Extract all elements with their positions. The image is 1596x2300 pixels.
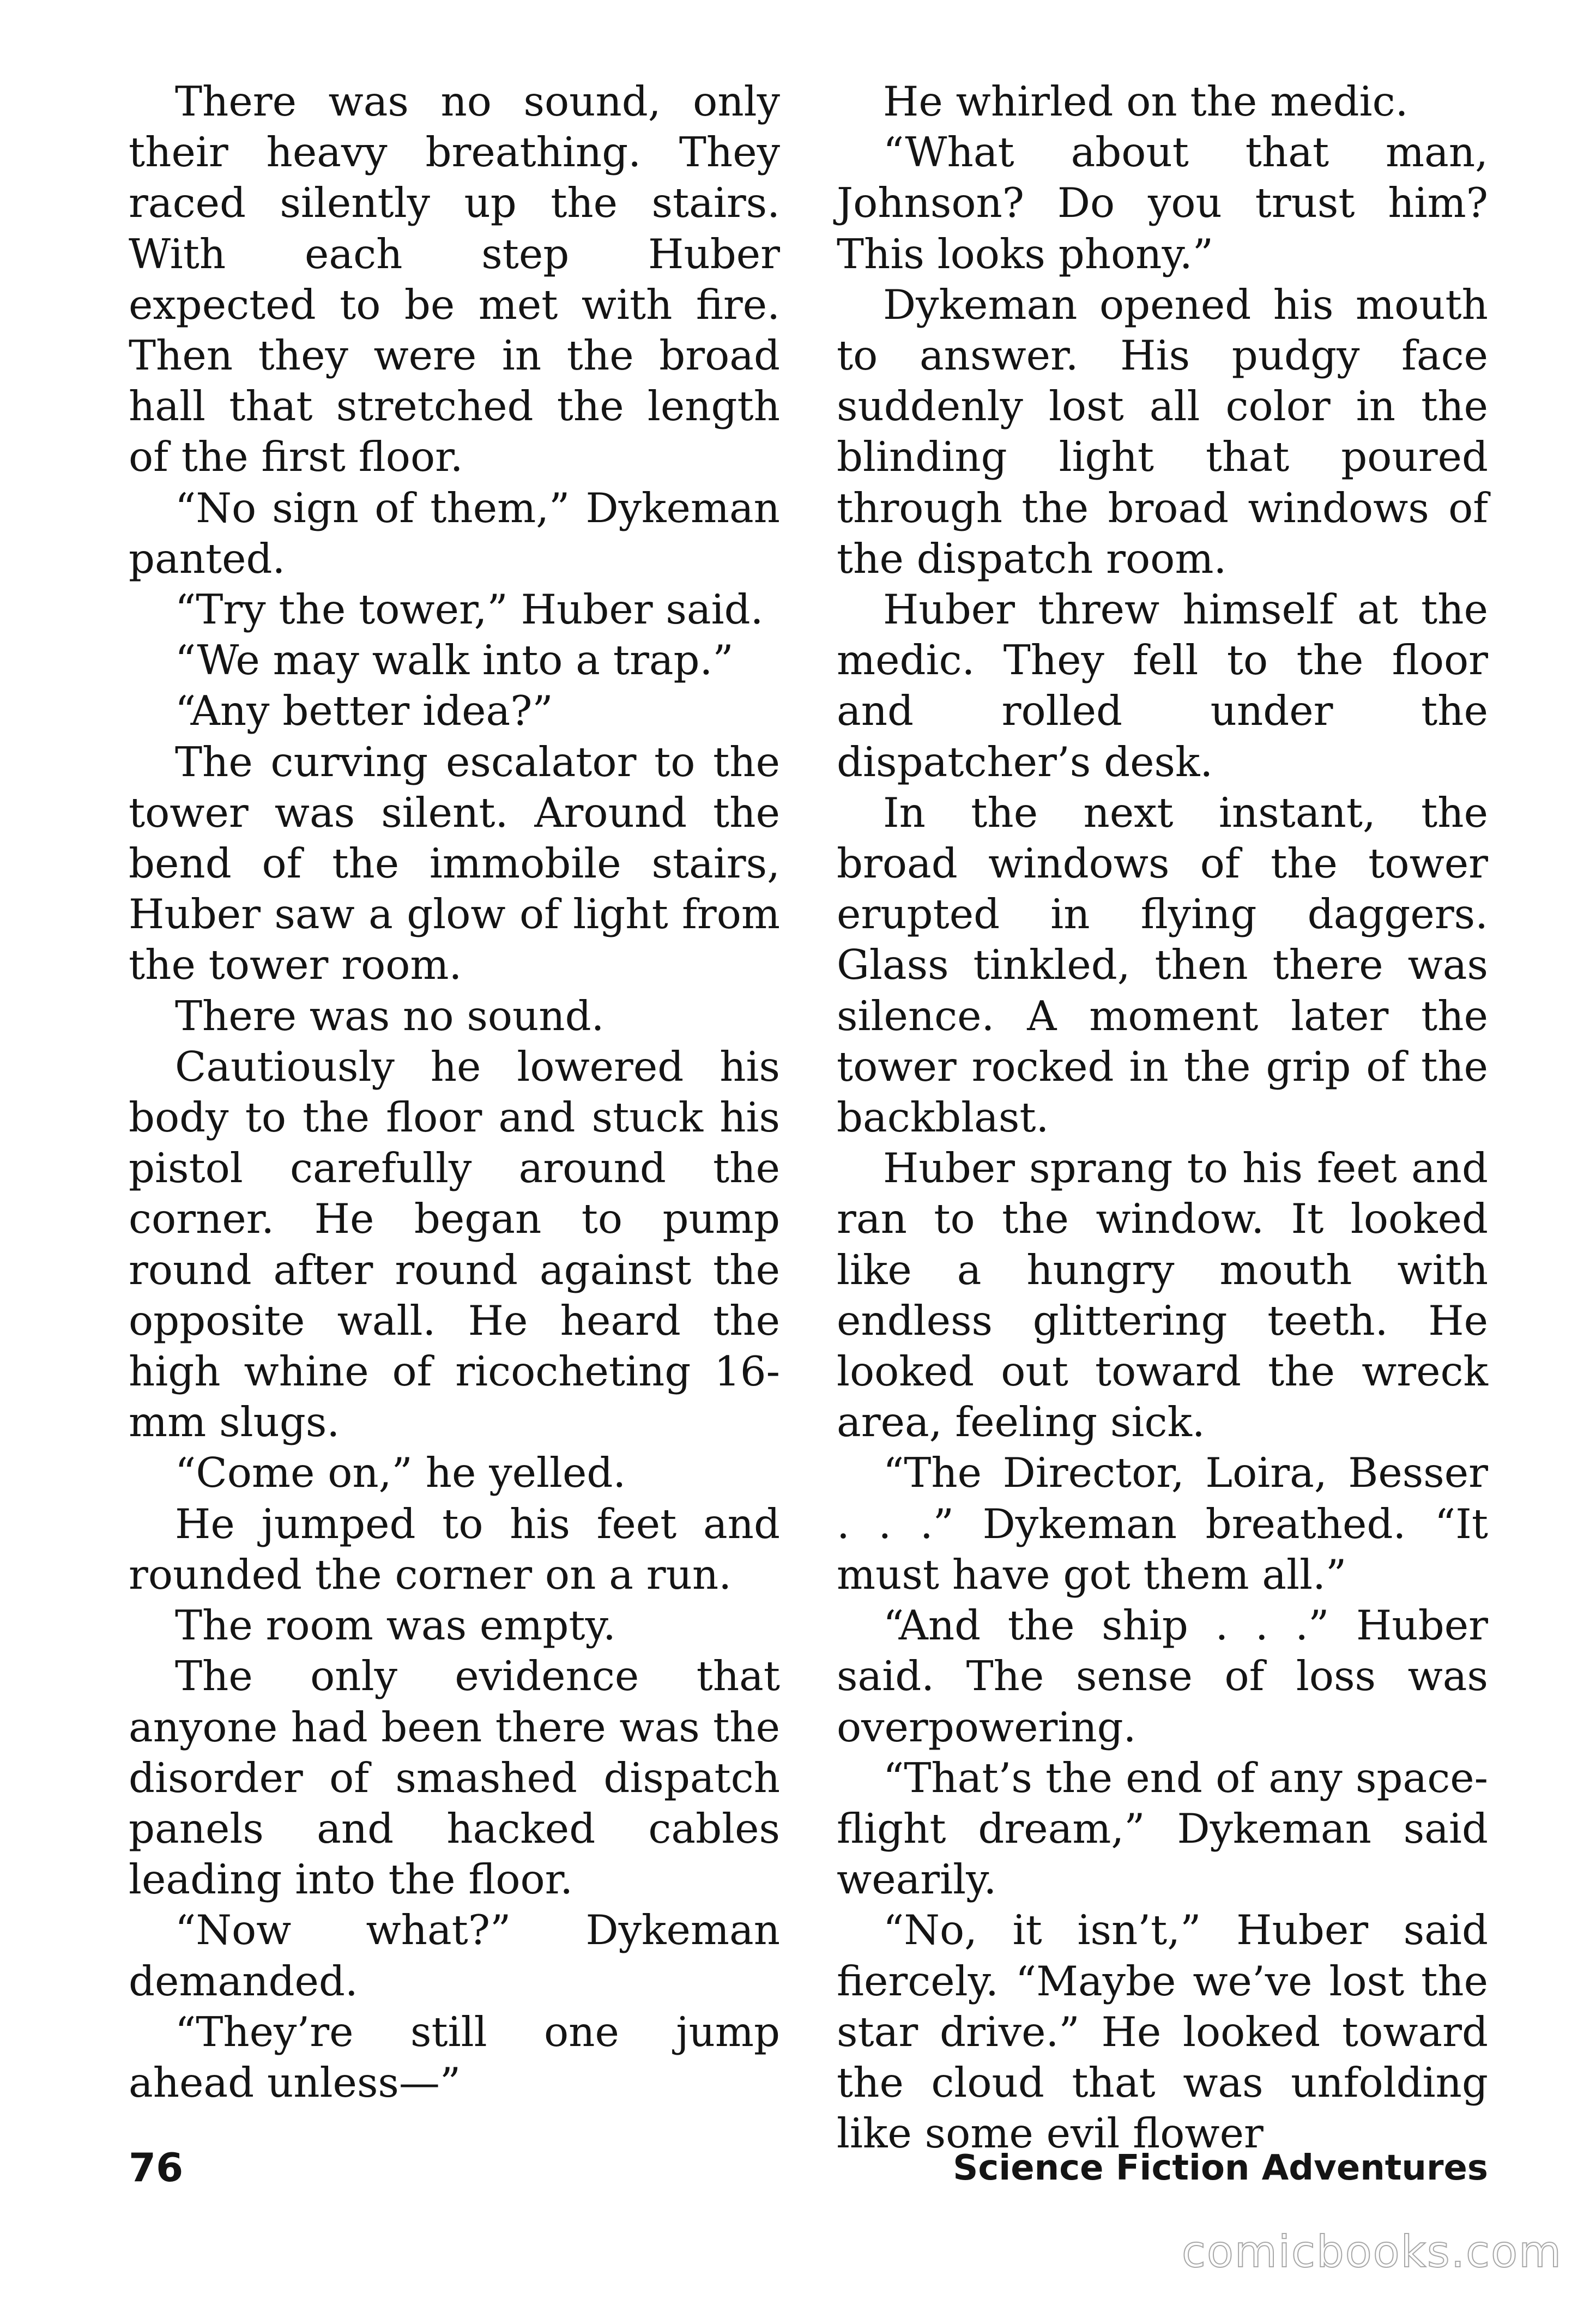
paragraph: Huber sprang to his feet and ran to the window. It looked like a hungry mouth with endless glittering teeth. He looked out toward the wreck area, feeling sick. (837, 1144, 1488, 1446)
right-column (837, 76, 1488, 2159)
paragraph: The only evidence that anyone had been there was the disorder of smashed dispatch panels and hacked cables leading into the floor. (129, 1652, 780, 1904)
paragraph: “That’s the end of any space-flight dream,” Dykeman said wearily. (837, 1753, 1488, 1904)
paragraph: There was no sound. (175, 991, 604, 1040)
paragraph: “The Director, Loira, Besser . . .” Dykeman breathed. “It must have got them all.” (837, 1449, 1488, 1599)
paragraph: “We may walk into a trap.” (175, 636, 734, 685)
paragraph: “They’re still one jump ahead unless—” (129, 2007, 780, 2107)
watermark: comicbooks.com (1181, 2226, 1562, 2277)
paragraph: He whirled on the medic. (883, 77, 1408, 125)
paragraph: “Try the tower,” Huber said. (175, 585, 764, 634)
running-title: Science Fiction Adventures (953, 2148, 1488, 2188)
paragraph: “Now what?” Dykeman demanded. (129, 1906, 780, 2005)
page-number: 76 (129, 2145, 184, 2190)
paragraph: “Come on,” he yelled. (175, 1449, 626, 1497)
paragraph: “No sign of them,” Dykeman panted. (129, 483, 780, 583)
paragraph: The room was empty. (175, 1601, 616, 1650)
paragraph: He jumped to his feet and rounded the corner on a run. (129, 1499, 780, 1599)
page-footer (129, 2145, 1488, 2194)
left-column (129, 76, 780, 2108)
paragraph: “No, it isn’t,” Huber said fiercely. “Maybe we’ve lost the star drive.” He looked toward the cloud that was unfolding like some evil flower (837, 1906, 1488, 2158)
paragraph: Dykeman opened his mouth to answer. His pudgy face suddenly lost all color in the blinding light that poured through the broad windows of the dispatch room. (837, 280, 1488, 583)
paragraph: “And the ship . . .” Huber said. The sense of loss was overpowering. (837, 1601, 1488, 1751)
paragraph: “What about that man, Johnson? Do you trust him? This looks phony.” (837, 128, 1488, 278)
paragraph: Huber threw himself at the medic. They fell to the floor and rolled under the dispatcher’s desk. (837, 585, 1488, 786)
paragraph: There was no sound, only their heavy breathing. They raced silently up the stairs. With each step Huber expected to be met with fire. Then they were in the broad hall that stretched the length of the first floor. (129, 77, 780, 481)
paragraph: “Any better idea?” (175, 687, 553, 735)
paragraph: Cautiously he lowered his body to the floor and stuck his pistol carefully around the corner. He began to pump round after round against the opposite wall. He heard the high whine of ricocheting 16-mm slugs. (129, 1042, 780, 1446)
paragraph: In the next instant, the broad windows of the tower erupted in flying daggers. Glass tinkled, then there was silence. A moment later the tower rocked in the grip of the backblast. (837, 788, 1488, 1142)
paragraph: The curving escalator to the tower was silent. Around the bend of the immobile stairs, Huber saw a glow of light from the tower room. (129, 737, 780, 989)
